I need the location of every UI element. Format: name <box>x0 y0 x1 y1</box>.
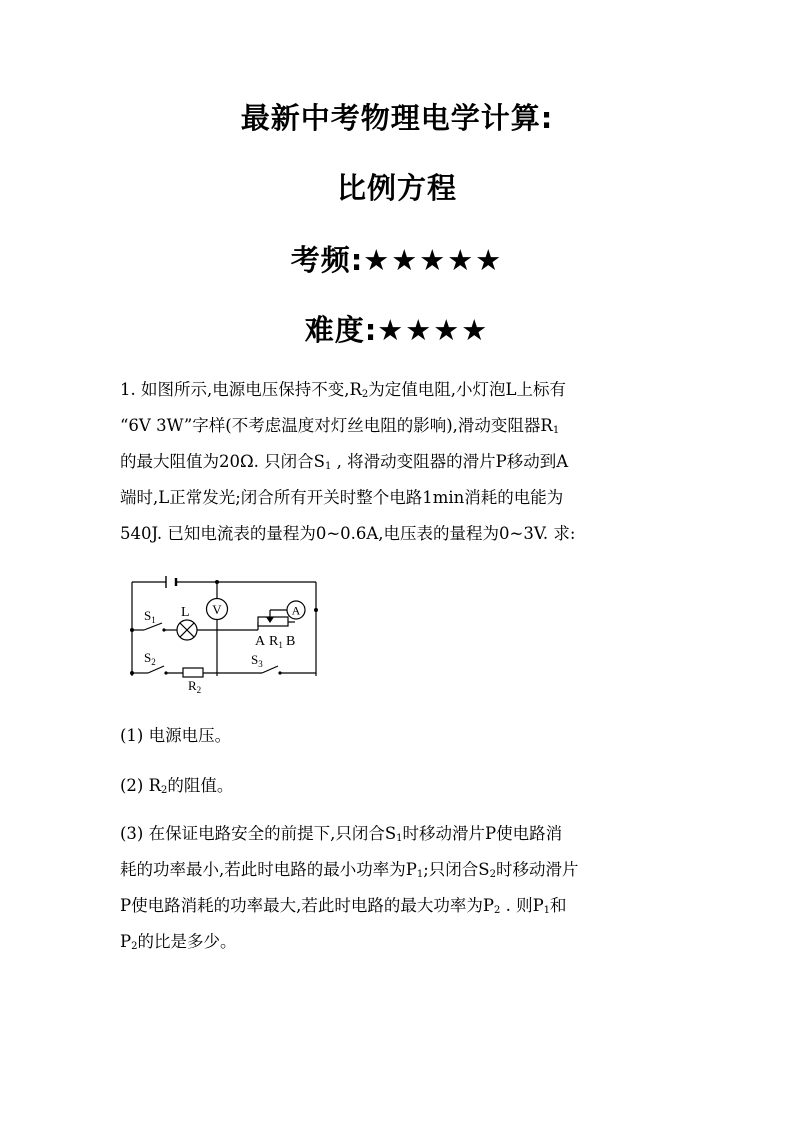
switch-contact-dot <box>164 671 167 674</box>
problem-line-2 <box>120 408 680 444</box>
problem-line-1 <box>120 372 680 408</box>
text-run: ;只闭合S <box>423 860 490 879</box>
text-run: (2) R <box>120 776 162 795</box>
text-run: P使电路消耗的功率最大,若此时电路的最大功率为P <box>120 896 494 915</box>
switch-contact-dot <box>278 671 281 674</box>
problem-line-3 <box>120 444 680 480</box>
lamp-icon <box>177 620 197 640</box>
text-run: , 将滑动变阻器的滑片P移动到A <box>331 452 569 471</box>
question-1: (1) 电源电压。 <box>120 726 232 745</box>
question-3-line-1 <box>120 816 680 852</box>
subscript: 1 <box>552 425 560 436</box>
text-run: “6V 3W”字样(不考虑温度对灯丝电阻的影响),滑动变阻器R <box>120 416 553 435</box>
subscript: 1 <box>416 869 424 880</box>
question-2 <box>120 768 233 804</box>
question-3 <box>120 816 680 960</box>
rheostat-end-b-label: B <box>286 634 296 649</box>
text-run: 耗的功率最小,若此时电路的最小功率为P <box>120 860 417 879</box>
question-3-line-3 <box>120 888 680 924</box>
junction-dot <box>130 671 134 675</box>
text-run: . 则P <box>500 896 544 915</box>
difficulty-stars: ★★★★ <box>377 313 490 347</box>
page-title: 最新中考物理电学计算: <box>240 101 554 135</box>
question-3-line-2 <box>120 852 680 888</box>
text-run: 的阻值。 <box>167 776 234 795</box>
text-run: 1. 如图所示,电源电压保持不变,R <box>120 380 362 399</box>
lamp-label: L <box>181 605 190 620</box>
subscript: 2 <box>493 905 501 916</box>
problem-statement <box>120 372 680 552</box>
subscript: 2 <box>131 941 138 952</box>
frequency-stars: ★★★★★ <box>363 243 504 277</box>
subscript: 2 <box>489 869 496 880</box>
difficulty-label: 难度: <box>304 313 378 347</box>
circuit-diagram <box>120 570 340 695</box>
difficulty-rating <box>0 308 794 349</box>
text-run: 和 <box>550 896 567 915</box>
text-run: 时移动滑片 <box>495 860 579 879</box>
frequency-label: 考频: <box>290 243 364 277</box>
text-run: (3) 在保证电路安全的前提下,只闭合S <box>120 824 397 843</box>
junction-dot <box>215 580 219 584</box>
switch-s2-label: $S_2$ <box>144 650 156 667</box>
switch-s1-label: $S_1$ <box>144 608 156 625</box>
text-run: 的最大阻值为20Ω. 只闭合S <box>120 452 325 471</box>
text-run: 为定值电阻,小灯泡L上标有 <box>368 380 566 399</box>
voltmeter-label: V <box>212 602 222 617</box>
problem-line-4: 端时,L正常发光;闭合所有开关时整个电路1min消耗的电能为 <box>120 488 564 507</box>
switch-contact-dot <box>162 628 165 631</box>
rheostat-r1-label: $R_1$ <box>269 634 283 650</box>
rheostat-end-a-label: A <box>255 634 266 649</box>
question-3-line-4 <box>120 924 680 960</box>
subscript: 1 <box>324 461 332 472</box>
resistor-r2-label: $R_2$ <box>188 678 202 695</box>
text-run: 时移动滑片P使电路消 <box>402 824 563 843</box>
junction-dot <box>130 628 134 632</box>
switch-s3-label: $S_3$ <box>251 652 263 669</box>
problem-line-5: 540J. 已知电流表的量程为0~0.6A,电压表的量程为0~3V. 求: <box>120 524 576 543</box>
subscript: 1 <box>543 905 551 916</box>
page-subtitle: 比例方程 <box>336 171 457 205</box>
text-run: 的比是多少。 <box>137 932 237 951</box>
ammeter-label: A <box>291 603 301 618</box>
subscript: 2 <box>161 785 168 796</box>
text-run: P <box>120 932 132 951</box>
junction-dot <box>314 608 318 612</box>
resistor-r2-icon <box>183 668 203 677</box>
subscript: 1 <box>396 833 403 844</box>
frequency-rating <box>0 238 794 279</box>
subscript: 2 <box>361 389 369 400</box>
